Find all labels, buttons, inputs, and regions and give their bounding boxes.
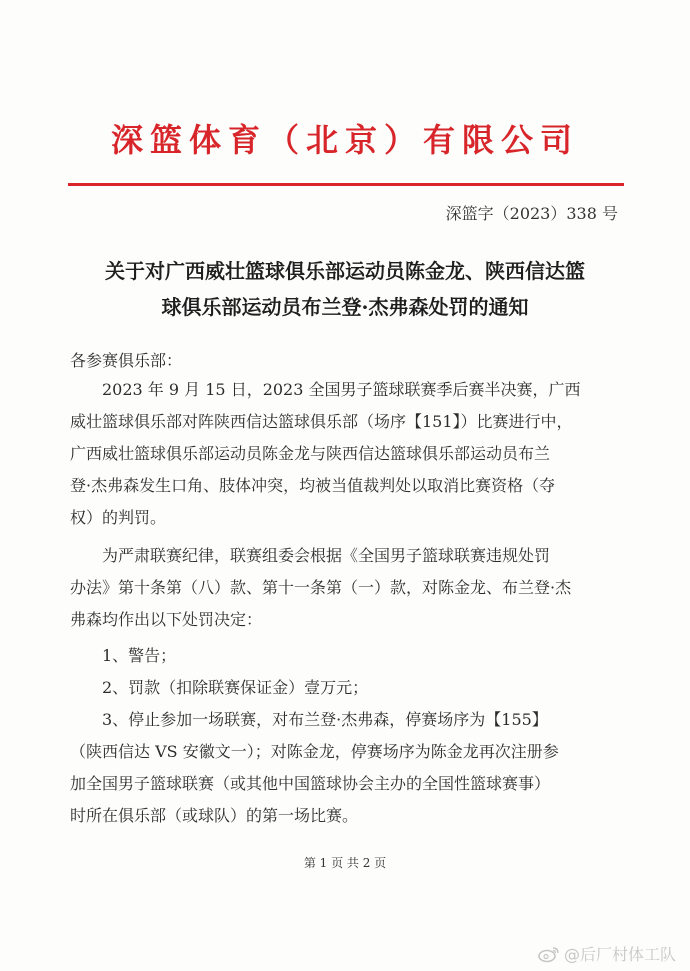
paragraph-line: 登·杰弗森发生口角、肢体冲突，均被当值裁判处以取消比赛资格（夺 — [70, 476, 556, 495]
watermark-text: @后厂村体工队 — [563, 945, 676, 964]
company-name: 深篮体育（北京）有限公司 — [110, 121, 579, 159]
salutation: 各参赛俱乐部： — [70, 351, 183, 370]
penalty-item-continued: 时所在俱乐部（或球队）的第一场比赛。 — [70, 806, 359, 825]
paragraph-incident — [70, 374, 620, 534]
paragraph-line: 弗森均作出以下处罚决定： — [70, 610, 263, 629]
weibo-icon — [538, 945, 560, 963]
penalty-item: 2、罚款（扣除联赛保证金）壹万元； — [102, 678, 369, 697]
document-title — [60, 253, 630, 325]
penalty-item-continued: 加全国男子篮球联赛（或其他中国篮球协会主办的全国性篮球赛事） — [70, 774, 551, 793]
watermark — [538, 942, 676, 965]
penalty-item: 3、停止参加一场联赛，对布兰登·杰弗森，停赛场序为【155】 — [102, 710, 548, 729]
paragraph-line: 权）的判罚。 — [70, 508, 167, 527]
penalty-item: 1、警告； — [102, 646, 177, 665]
header-divider — [68, 183, 624, 186]
paragraph-line: 威壮篮球俱乐部对阵陕西信达篮球俱乐部（场序【151】）比赛进行中， — [70, 412, 573, 431]
paragraph-line: 广西威壮篮球俱乐部运动员陈金龙与陕西信达篮球俱乐部运动员布兰 — [70, 444, 551, 463]
title-line-2: 球俱乐部运动员布兰登·杰弗森处罚的通知 — [161, 295, 529, 319]
paragraph-line: 为严肃联赛纪律，联赛组委会根据《全国男子篮球联赛违规处罚 — [102, 546, 551, 565]
document-number: 深篮字（2023）338 号 — [445, 204, 618, 223]
title-line-1: 关于对广西威壮篮球俱乐部运动员陈金龙、陕西信达篮 — [105, 259, 585, 283]
penalty-list — [70, 640, 620, 832]
paragraph-basis — [70, 540, 620, 636]
penalty-item-continued: （陕西信达 VS 安徽文一）；对陈金龙，停赛场序为陈金龙再次注册参 — [70, 742, 559, 761]
page-number: 第 1 页 共 2 页 — [303, 856, 387, 870]
paragraph-line: 2023 年 9 月 15 日，2023 全国男子篮球联赛季后赛半决赛，广西 — [102, 380, 581, 399]
paragraph-line: 办法》第十条第（八）款、第十一条第（一）款，对陈金龙、布兰登·杰 — [70, 578, 572, 597]
